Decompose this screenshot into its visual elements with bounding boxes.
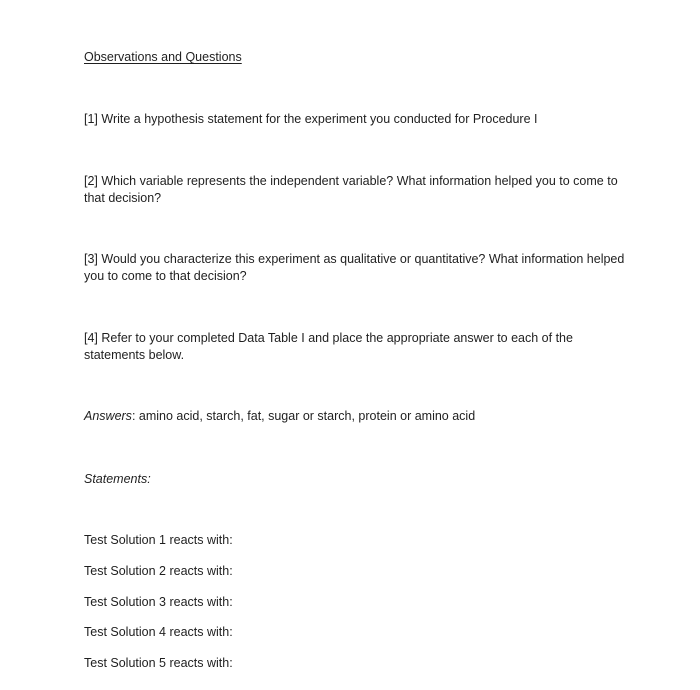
answers-label: Answers	[84, 409, 132, 423]
question-1: [1] Write a hypothesis statement for the experiment you conducted for Procedure I	[84, 112, 538, 126]
statements-heading	[84, 471, 151, 488]
answers-line	[84, 408, 475, 425]
question-2: [2] Which variable represents the independent variable? What information helped you to come to that decision?	[84, 174, 618, 205]
statements-colon: :	[147, 472, 151, 486]
statement-2: Test Solution 2 reacts with:	[84, 564, 233, 578]
answers-list: : amino acid, starch, fat, sugar or starch, protein or amino acid	[131, 409, 476, 423]
statement-4: Test Solution 4 reacts with:	[84, 625, 233, 639]
question-3: [3] Would you characterize this experiment as qualitative or quantitative? What information helped you to come to that decision?	[84, 252, 625, 283]
statement-3: Test Solution 3 reacts with:	[84, 595, 233, 609]
statements-label: Statements	[84, 472, 148, 486]
statement-5: Test Solution 5 reacts with:	[84, 656, 233, 670]
statement-1: Test Solution 1 reacts with:	[84, 533, 233, 547]
question-4: [4] Refer to your completed Data Table I and place the appropriate answer to each of the statements below.	[84, 331, 573, 362]
section-title: Observations and Questions	[84, 50, 242, 64]
